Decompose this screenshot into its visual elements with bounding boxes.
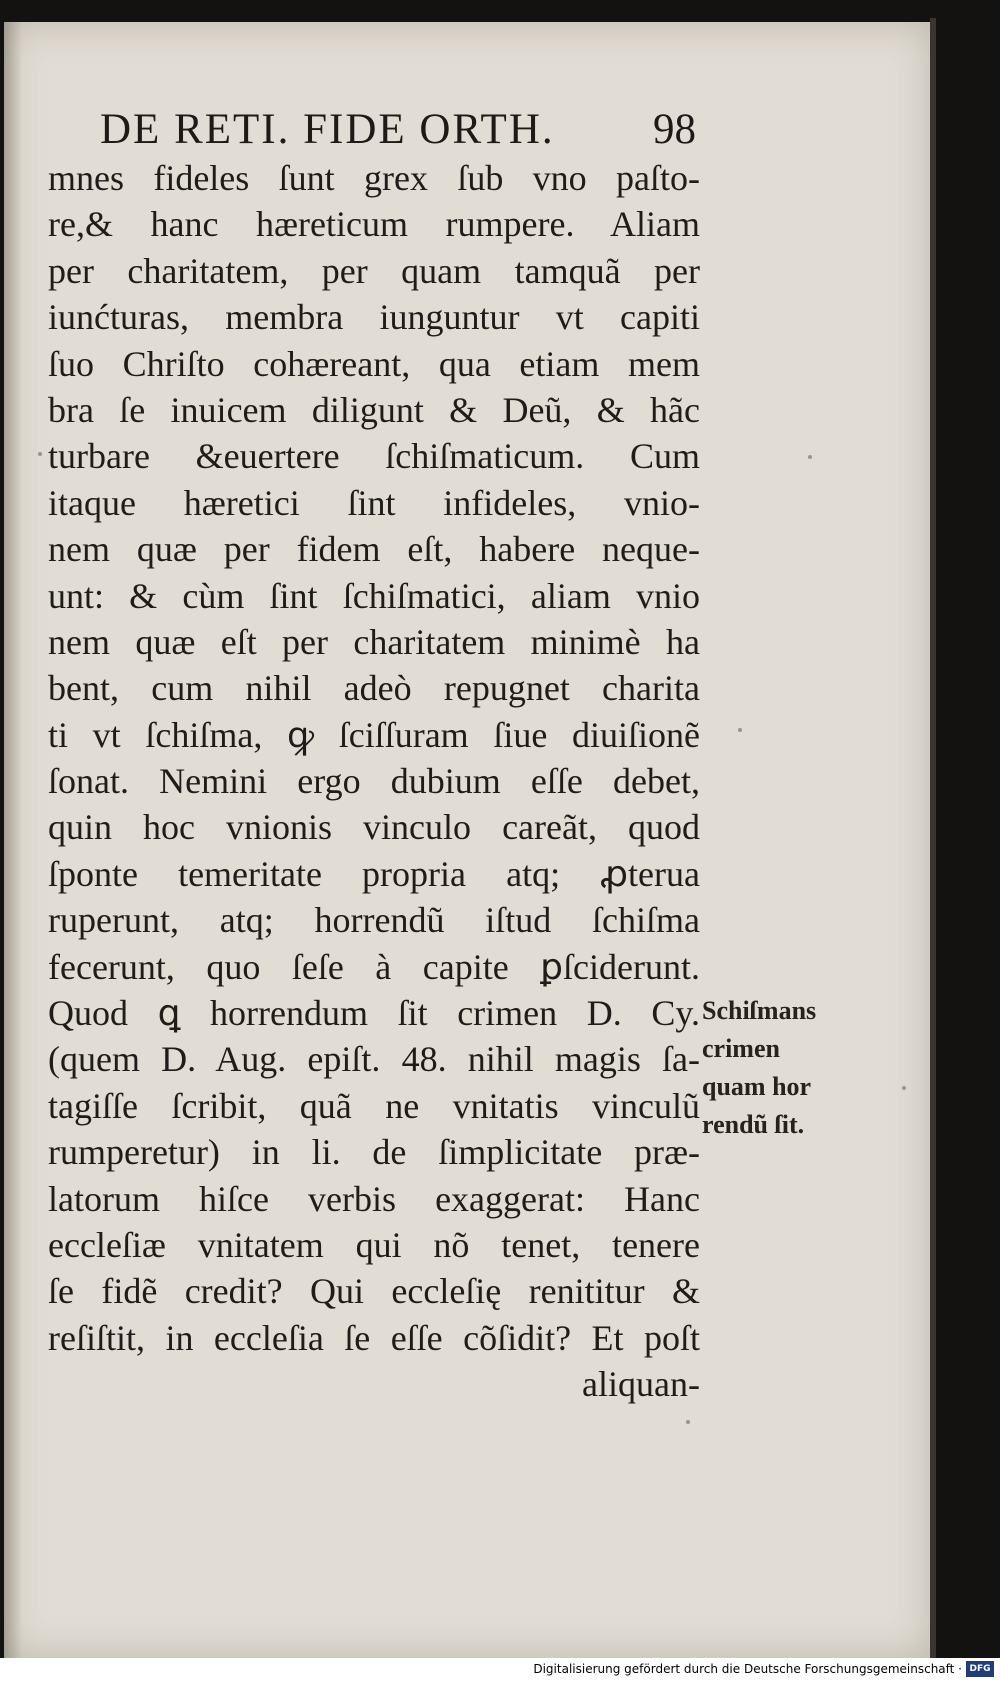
page-edge xyxy=(930,18,936,1658)
text-line: Quod ꝗ horrendum ſit crimen D. Cy. xyxy=(48,993,700,1034)
text-line: per charitatem, per quam tamquã per xyxy=(48,250,700,291)
text-line: quin hoc vnionis vinculo careãt, quod xyxy=(48,807,700,848)
marginal-note-line: quam hor xyxy=(702,1072,812,1101)
marginal-note-line: rendũ ſit. xyxy=(702,1110,805,1139)
text-line: itaque hæretici ſint infideles, vnio- xyxy=(48,482,700,523)
paper-speck xyxy=(38,452,42,456)
text-line: nem quæ per fidem eſt, habere neque- xyxy=(48,529,700,570)
body-text xyxy=(48,155,700,1408)
text-line: ſponte temeritate propria atq; ꝓterua xyxy=(48,853,700,894)
digitization-credit: Digitalisierung gefördert durch die Deutsche Forschungsgemeinschaft · xyxy=(533,1662,962,1676)
text-line: tagiſſe ſcribit, quã ne vnitatis vinculũ xyxy=(48,1085,700,1126)
text-line: bent, cum nihil adeò repugnet charita xyxy=(48,668,700,709)
text-line: ſuo Chriſto cohæreant, qua etiam mem xyxy=(48,343,700,384)
dfg-logo: DFG xyxy=(966,1661,994,1677)
text-line: (quem D. Aug. epiſt. 48. nihil magis ſa- xyxy=(48,1039,700,1080)
running-title: DE RETI. FIDE ORTH. xyxy=(100,106,555,153)
running-head xyxy=(100,100,696,160)
marginal-note-line: crimen xyxy=(702,1034,780,1063)
text-line: ſe fidẽ credit? Qui eccleſię renititur & xyxy=(48,1271,700,1312)
text-line: bra ſe inuicem diligunt & Deũ, & hãc xyxy=(48,389,700,430)
text-line: latorum hiſce verbis exaggerat: Hanc xyxy=(48,1178,700,1219)
text-line: ſonat. Nemini ergo dubium eſſe debet, xyxy=(48,761,700,802)
text-line: iunćturas, membra iunguntur vt capiti xyxy=(48,297,700,338)
text-line: re,& hanc hæreticum rumpere. Aliam xyxy=(48,204,700,245)
paper-speck xyxy=(808,455,812,459)
text-line: unt: & cùm ſint ſchiſmatici, aliam vnio xyxy=(48,575,700,616)
text-line: nem quæ eſt per charitatem minimè ha xyxy=(48,621,700,662)
marginal-note xyxy=(702,992,892,1144)
text-line: turbare &euertere ſchiſmaticum. Cum xyxy=(48,436,700,477)
text-line: eccleſiæ vnitatem qui nõ tenet, tenere xyxy=(48,1224,700,1265)
gutter-shadow xyxy=(4,22,22,1658)
page-number: 98 xyxy=(653,106,696,153)
paper-speck xyxy=(902,1086,906,1090)
paper-speck xyxy=(686,1420,690,1424)
text-line: ti vt ſchiſma, ꝙ ſciſſuram ſiue diuiſionẽ xyxy=(48,714,700,755)
marginal-note-line: Schiſmans xyxy=(702,996,817,1025)
catchword: aliquan- xyxy=(582,1364,700,1405)
text-line: ruperunt, atq; horrendũ iſtud ſchiſma xyxy=(48,900,700,941)
footer-bar xyxy=(0,1658,1000,1683)
text-line: rumperetur) in li. de ſimplicitate præ- xyxy=(48,1132,700,1173)
text-line: fecerunt, quo ſeſe à capite ꝑſciderunt. xyxy=(48,946,700,987)
paper-speck xyxy=(738,728,742,732)
text-line: mnes fideles ſunt grex ſub vno paſto- xyxy=(48,158,700,198)
text-line: reſiſtit, in eccleſia ſe eſſe cõſidit? Et poſt xyxy=(48,1317,700,1358)
